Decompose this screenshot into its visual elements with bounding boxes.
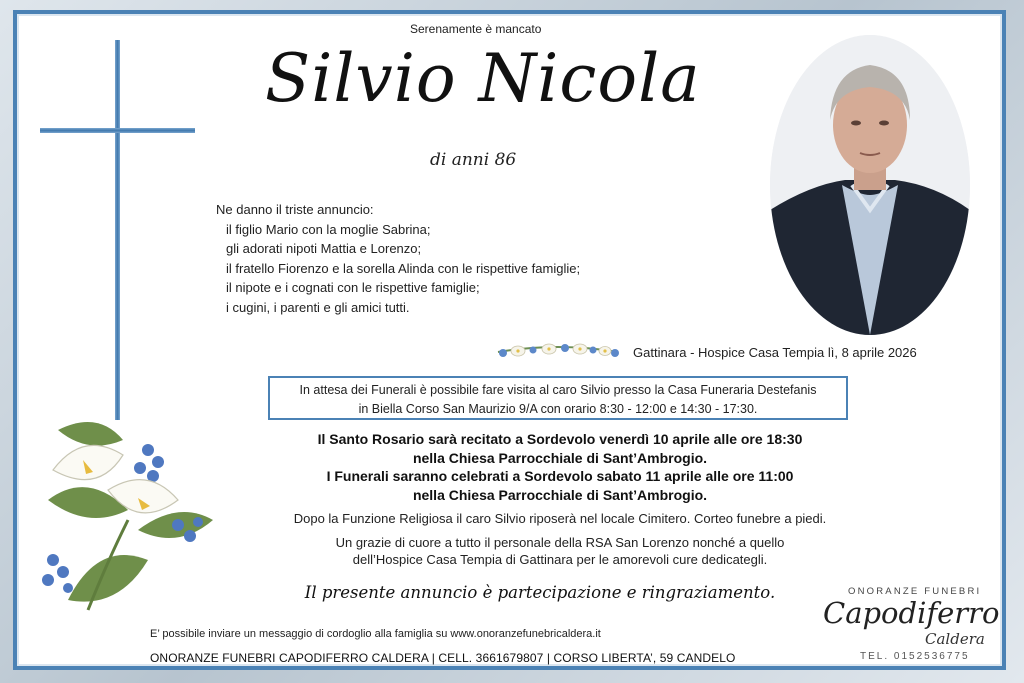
announcement-line: il figlio Mario con la moglie Sabrina; <box>226 221 431 237</box>
intro-text: Serenamente è mancato <box>410 22 542 36</box>
announcement-block <box>216 200 580 317</box>
visit-line: in Biella Corso San Maurizio 9/A con orario 8:30 - 12:00 e 14:30 - 17:30. <box>358 402 758 416</box>
thanks-block <box>250 534 870 568</box>
portrait-photo <box>770 35 970 335</box>
cross-icon <box>115 40 120 420</box>
logo-caption: ONORANZE FUNEBRI <box>848 586 982 597</box>
rites-line: nella Chiesa Parrocchiale di Sant’Ambrogio. <box>412 486 708 503</box>
announcement-line: Ne danno il triste annuncio: <box>216 202 374 217</box>
logo-telephone: TEL. 0152536775 <box>860 651 970 662</box>
flower-strip-icon <box>493 338 623 366</box>
footer-contacts: ONORANZE FUNEBRI CAPODIFERRO CALDERA | CELL. 3661679807 | CORSO LIBERTA’, 59 CANDELO <box>150 651 736 665</box>
announcement-line: gli adorati nipoti Mattia e Lorenzo; <box>226 241 422 256</box>
logo-subname: Caldera <box>925 630 985 648</box>
after-service-text: Dopo la Funzione Religiosa il caro Silvio riposerà nel locale Cimitero. Corteo funebre a piedi. <box>293 511 827 526</box>
logo-name: Capodiferro <box>823 596 1000 630</box>
rites-line: Il Santo Rosario sarà recitato a Sordevolo venerdì 10 aprile alle ore 18:30 <box>317 431 803 447</box>
rites-line: nella Chiesa Parrocchiale di Sant’Ambrogio. <box>412 449 708 466</box>
visit-line: In attesa dei Funerali è possibile fare visita al caro Silvio presso la Casa Funeraria Destefanis <box>299 383 817 397</box>
cross-icon-bar <box>40 128 195 133</box>
thanks-line: dell’Hospice Casa Tempia di Gattinara per le amorevoli cure dedicategli. <box>352 552 768 567</box>
visit-info-box <box>268 376 848 420</box>
rites-line: I Funerali saranno celebrati a Sordevolo sabato 11 aprile alle ore 11:00 <box>326 468 794 484</box>
deceased-name: Silvio Nicola <box>265 40 701 117</box>
thanks-line: Un grazie di cuore a tutto il personale della RSA San Lorenzo nonché a quello <box>335 535 785 550</box>
deceased-age: di anni 86 <box>430 150 517 170</box>
closing-text: Il presente annuncio è partecipazione e ringraziamento. <box>304 583 776 602</box>
rites-block <box>250 430 870 504</box>
lily-bouquet-icon <box>28 410 228 630</box>
condolence-note: E’ possibile inviare un messaggio di cordoglio alla famiglia su www.onoranzefunebricaldera.it <box>150 628 601 640</box>
place-date: Gattinara - Hospice Casa Tempia lì, 8 aprile 2026 <box>633 345 917 360</box>
announcement-line: i cugini, i parenti e gli amici tutti. <box>226 299 410 315</box>
announcement-line: il fratello Fiorenzo e la sorella Alinda con le rispettive famiglie; <box>226 260 581 276</box>
announcement-line: il nipote e i cognati con le rispettive famiglie; <box>226 280 480 295</box>
